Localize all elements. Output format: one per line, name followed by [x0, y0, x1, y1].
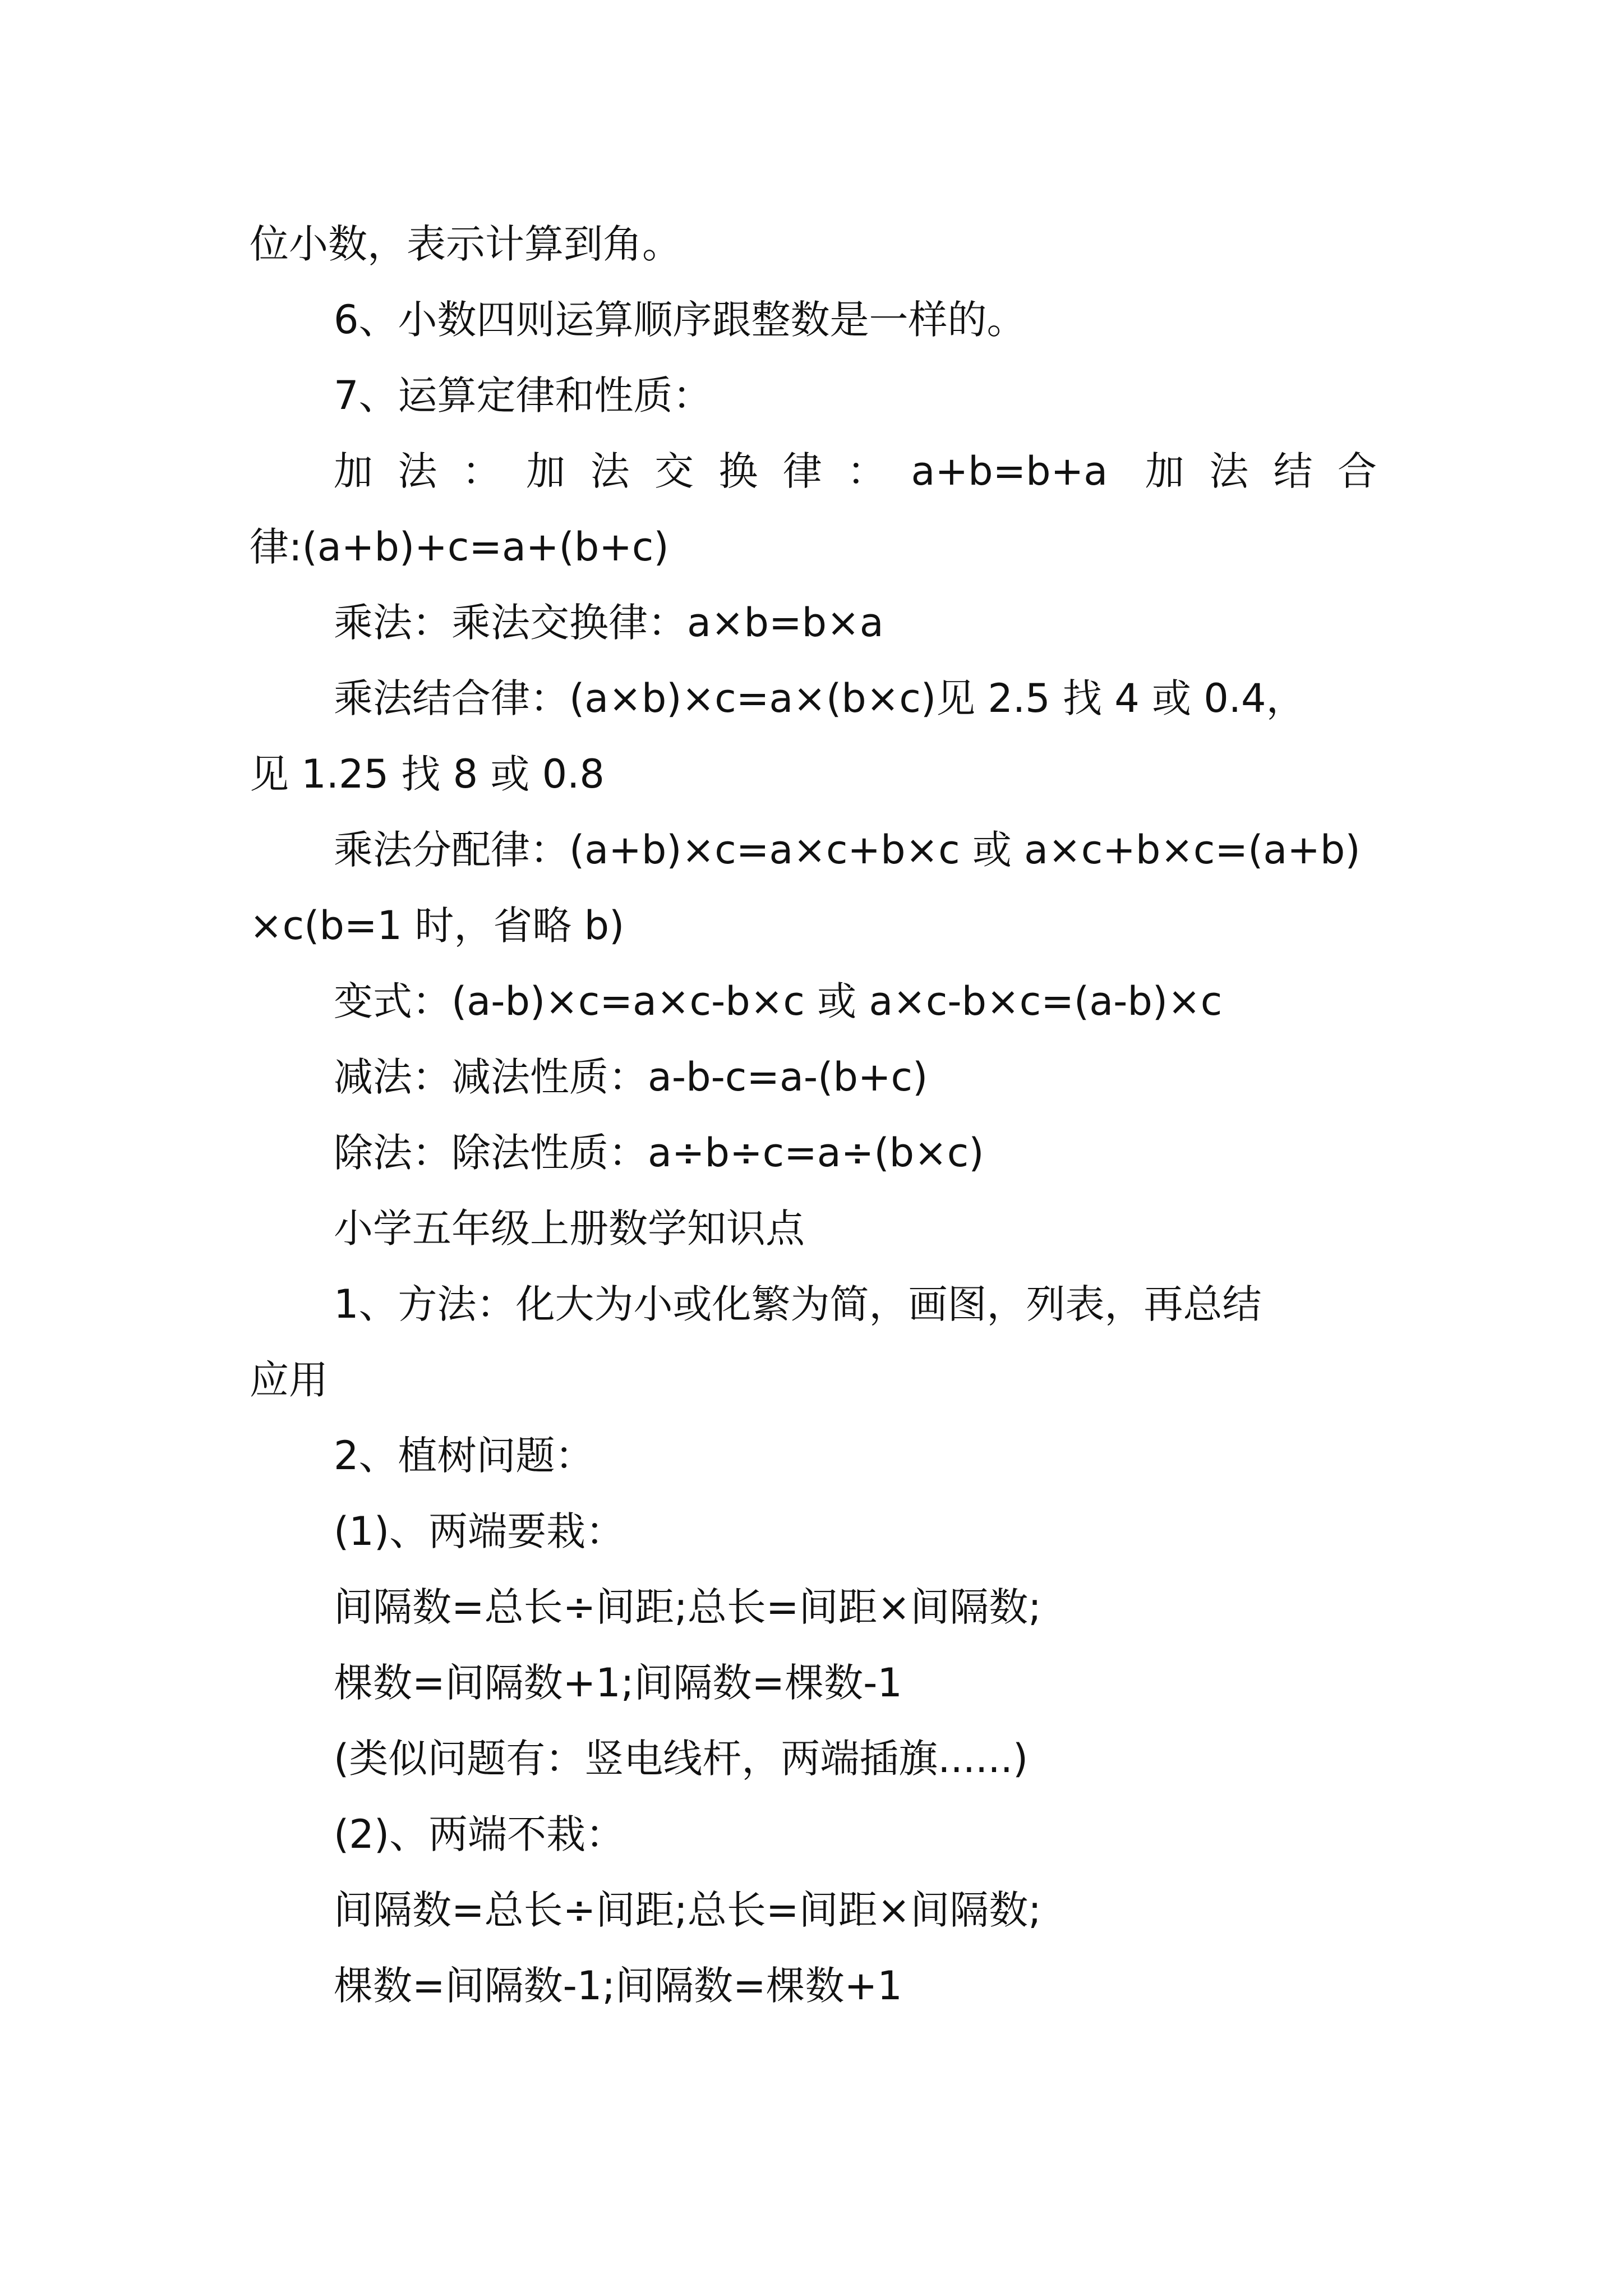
text-line: 间隔数=总长÷间距;总长=间距×间隔数; [334, 1887, 1041, 1933]
text-line: 减法：减法性质：a-b-c=a-(b+c) [334, 1054, 928, 1100]
text-line: 律:(a+b)+c=a+(b+c) [250, 524, 669, 570]
text-line: 变式：(a-b)×c=a×c-b×c 或 a×c-b×c=(a-b)×c [334, 978, 1223, 1024]
text-line: 棵数=间隔数+1;间隔数=棵数-1 [334, 1660, 902, 1706]
text-line: 棵数=间隔数-1;间隔数=棵数+1 [334, 1963, 902, 2009]
text-line: 乘法分配律：(a+b)×c=a×c+b×c 或 a×c+b×c=(a+b) [334, 827, 1361, 873]
text-line: (2)、两端不栽： [334, 1811, 625, 1857]
text-line: 应用 [250, 1357, 328, 1403]
text-line: 间隔数=总长÷间距;总长=间距×间隔数; [334, 1584, 1041, 1630]
text-line: ×c(b=1 时，省略 b) [250, 903, 625, 949]
text-line: (1)、两端要栽： [334, 1508, 625, 1554]
text-line: 乘法结合律：(a×b)×c=a×(b×c)见 2.5 找 4 或 0.4， [334, 675, 1306, 721]
text-line: 7、运算定律和性质： [334, 372, 712, 418]
text-line: 乘法：乘法交换律：a×b=b×a [334, 600, 884, 646]
text-line: 加法：加法交换律：a+b=b+a 加法结合 [334, 448, 1377, 494]
text-line: 6、小数四则运算顺序跟整数是一样的。 [334, 297, 1026, 343]
text-line: (类似问题有：竖电线杆，两端插旗......) [334, 1736, 1029, 1782]
section-heading: 小学五年级上册数学知识点 [334, 1205, 805, 1251]
text-line: 除法：除法性质：a÷b÷c=a÷(b×c) [334, 1130, 984, 1176]
text-line: 见 1.25 找 8 或 0.8 [250, 751, 605, 797]
text-line: 位小数，表示计算到角。 [250, 221, 681, 267]
text-line: 1、方法：化大为小或化繁为简，画图，列表，再总结 [334, 1281, 1262, 1327]
text-line: 2、植树问题： [334, 1433, 594, 1479]
